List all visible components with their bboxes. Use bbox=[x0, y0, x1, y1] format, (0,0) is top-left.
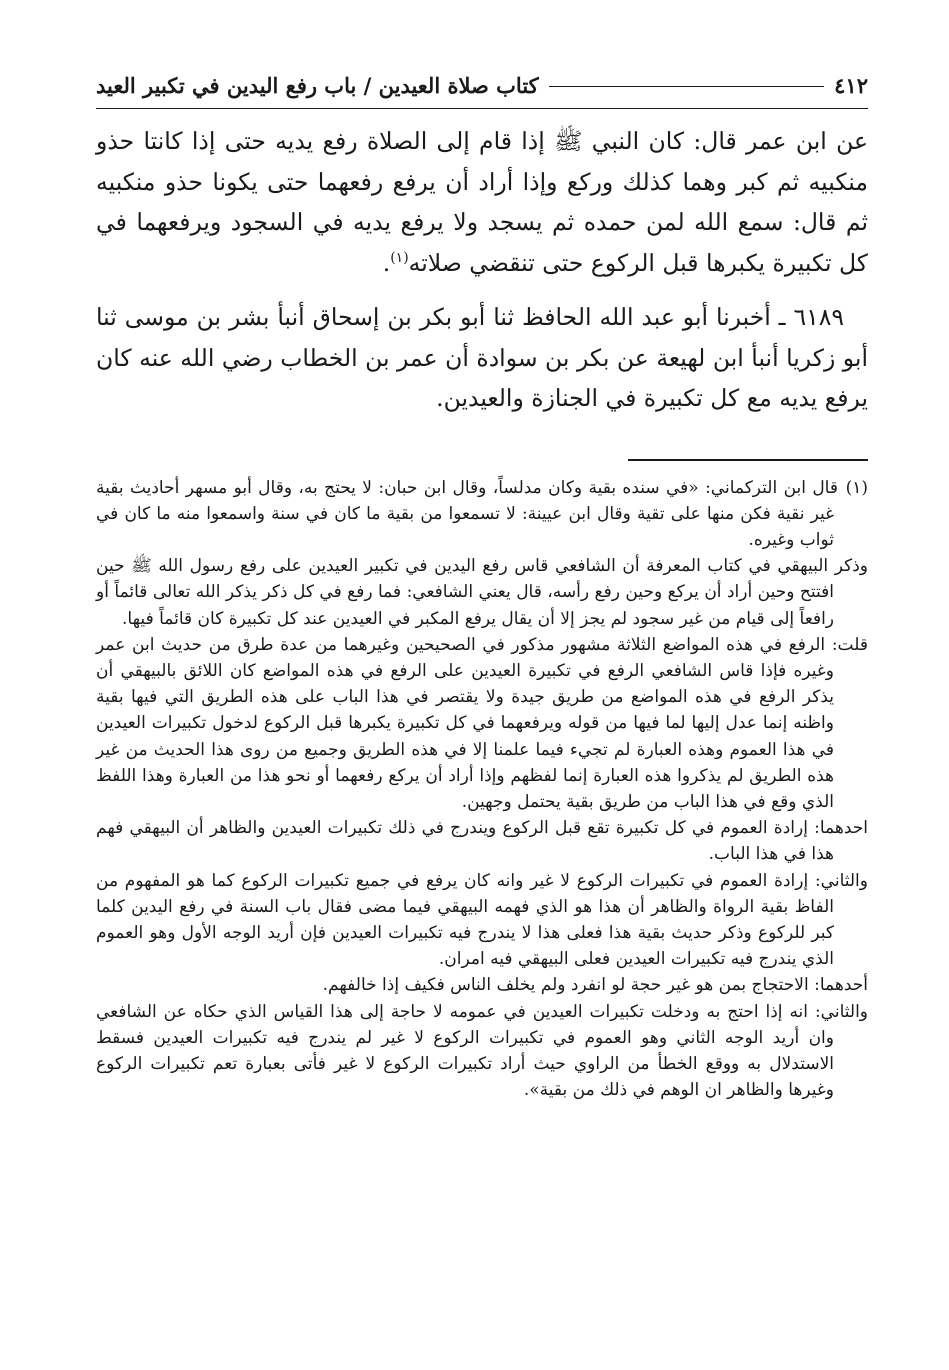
footnote-paragraph bbox=[96, 475, 868, 554]
footnote-text-1: قال ابن التركماني: «في سنده بقية وكان مدلساً، وقال ابن حبان: لا يحتج به، وقال أبو مسهر أحاديث بقية غير نقية فكن منها على تقية وقال ابن عيينة: لا تسمعوا من بقية ما كان في سنة واسمعوا منه ما كان في ثواب وغيره. bbox=[96, 477, 838, 550]
main-text bbox=[96, 121, 868, 419]
footnote-paragraph: أحدهما: الاحتجاج بمن هو غير حجة لو انفرد ولم يخلف الناس فكيف إذا خالفهم. bbox=[322, 975, 868, 996]
page-number: ٤١٢ bbox=[834, 73, 868, 98]
footnote-number: (١) bbox=[845, 477, 868, 498]
header-rule bbox=[549, 86, 825, 87]
hadith-paragraph-1 bbox=[96, 121, 868, 283]
hadith-text-1-end: . bbox=[382, 248, 391, 277]
footnote-reference[interactable]: (١) bbox=[390, 249, 409, 266]
header-underline bbox=[96, 108, 868, 109]
footnote-paragraph: احدهما: إرادة العموم في كل تكبيرة تقع قبل الركوع ويندرج في ذلك تكبيرات العيدين والظاهر أن البيهقي فهم هذا في هذا الباب. bbox=[96, 818, 868, 865]
footnote-paragraph: والثاني: إرادة العموم في تكبيرات الركوع لا غير وانه كان يرفع في جميع تكبيرات الركوع كما هو المفهوم من الفاظ بقية الرواة والظاهر أن هذا هو الذي فهمه البيهقي فيما مضى فقال باب السنة في رفع اليدين كلما كبر للركوع وذكر حديث بقية هذا فعلى هذا لا يندرج فيه تكبيرات العيدين فإن أريد الوجه الأول وهو العموم الذي يندرج فيه تكبيرات العيدين فعلى البيهقي فيه امران. bbox=[96, 870, 868, 970]
footnote-paragraph: قلت: الرفع في هذه المواضع الثلاثة مشهور مذكور في الصحيحين وغيرهما من عدة طرق من حديث ابن عمر وغيره فإذا قاس الشافعي الرفع في تكبيرة العيدين على الرفع في هذه المواضع كان اللائق بالبيهقي أن يذكر الرفع في هذه المواضع من طريق جيدة ولا يقتصر في هذا الباب على هذه الطريق التي فيها بقية واظنه إنما عدل إليها لما فيها من قوله ويرفعهما في كل تكبيرة يكبرها قبل الركوع لدخول تكبيرات العيدين في هذا العموم وهذه العبارة لم تجيء فيما علمنا إلا في هذه الطريق وجميع من روى هذا الحديث من غير هذه الطريق لم يذكروا هذه العبارة إنما لفظهم وإذا أراد أن يركع رفعهما أو نحو هذا من العبارة وهذا اللفظ الذي وقع في هذا الباب من طريق بقية يحتمل وجهين. bbox=[96, 634, 868, 812]
footnote-separator bbox=[628, 459, 868, 461]
footnote-paragraph: وذكر البيهقي في كتاب المعرفة أن الشافعي قاس رفع اليدين في تكبير العيدين على رفع رسول الله ﷺ حين افتتح وحين أراد أن يركع وحين رفع رأسه، قال يعني الشافعي: فما رفع في كل ذكر يذكر الله تعالى قائماً أو رافعاً إلى قيام من غير سجود لم يجز إلا أن يقال يرفع المكبر في العيدين عند كل تكبيرة كان قائماً فيها. bbox=[96, 556, 868, 629]
footnotes bbox=[96, 475, 868, 1104]
running-header bbox=[96, 66, 868, 106]
hadith-text-1: عن ابن عمر قال: كان النبي ﷺ إذا قام إلى الصلاة رفع يديه حتى إذا كانتا حذو منكبيه ثم كبر وهما كذلك وركع وإذا أراد أن يرفع رفعهما حتى يكونا حذو منكبيه ثم قال: سمع الله لمن حمده ثم يسجد ولا يرفع يديه في السجود ويرفعهما في كل تكبيرة يكبرها قبل الركوع حتى تنقضي صلاته bbox=[96, 127, 868, 277]
hadith-paragraph-2: ٦١٨٩ ـ أخبرنا أبو عبد الله الحافظ ثنا أبو بكر بن إسحاق أنبأ بشر بن موسى ثنا أبو زكريا أنبأ ابن لهيعة عن بكر بن سوادة أن عمر بن الخطاب رضي الله عنه كان يرفع يديه مع كل تكبيرة في الجنازة والعيدين. bbox=[96, 303, 868, 412]
chapter-title: كتاب صلاة العيدين / باب رفع اليدين في تكبير العيد bbox=[96, 73, 539, 98]
footnote-paragraph: والثاني: انه إذا احتج به ودخلت تكبيرات العيدين في عمومه لا حاجة إلى هذا القياس الذي حكاه عن الشافعي وان أريد الوجه الثاني وهو العموم في تكبيرات الركوع لا غير لم يندرج فيه تكبيرات العيدين فسقط الاستدلال به ووقع الخطأ من الراوي حيث أراد تكبيرات الركوع لا غير فأتى بعبارة تعم تكبيرات الركوع وغيرها والظاهر ان الوهم في ذلك من بقية». bbox=[96, 1001, 868, 1101]
book-page bbox=[96, 66, 868, 1103]
